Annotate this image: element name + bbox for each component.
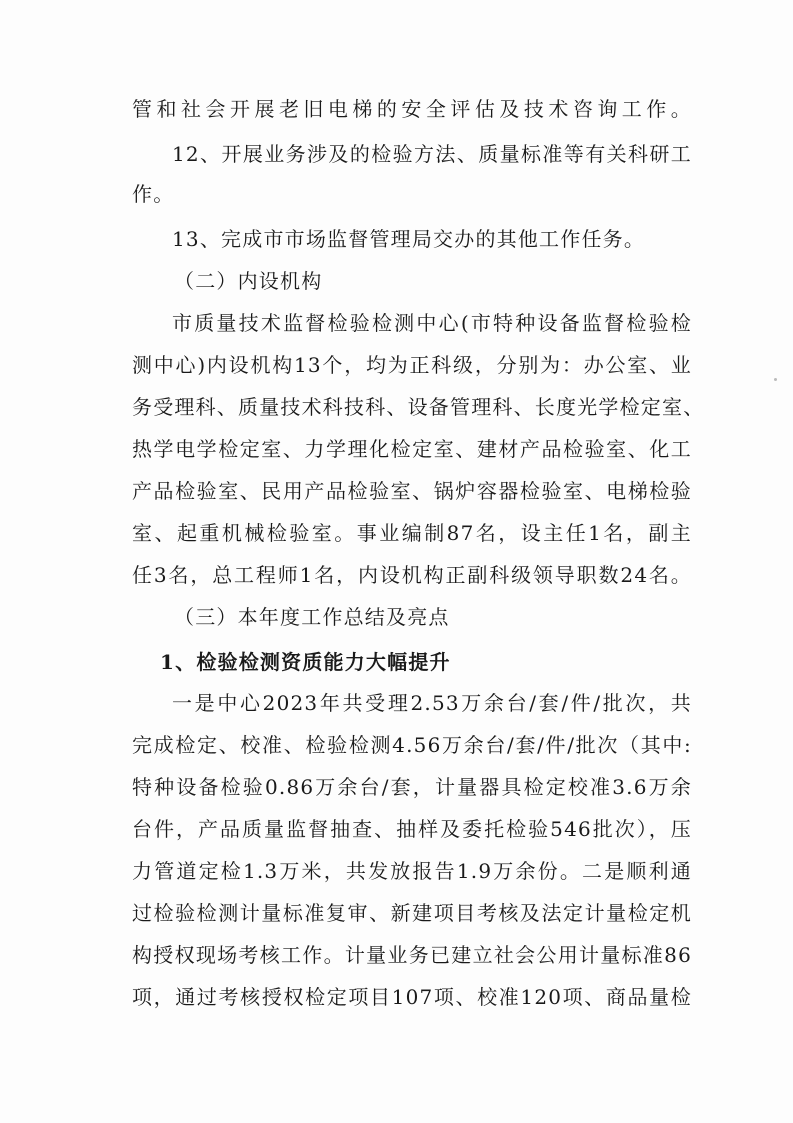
text-line: 力管道定检1.3万米，共发放报告1.9万余份。二是顺利通 — [132, 859, 692, 883]
text-line: 12、开展业务涉及的检验方法、质量标准等有关科研工 — [172, 142, 692, 166]
text-line: 热学电学检定室、力学理化检定室、建材产品检验室、化工 — [132, 437, 692, 461]
text-line: 构授权现场考核工作。计量业务已建立社会公用计量标准86 — [132, 943, 692, 967]
text-line: 管和社会开展老旧电梯的安全评估及技术咨询工作。 — [132, 97, 692, 121]
text-line: 完成检定、校准、检验检测4.56万余台/套/件/批次（其中: — [132, 733, 692, 757]
text-line: 室、起重机械检验室。事业编制87名，设主任1名，副主 — [132, 521, 692, 545]
text-line: 13、完成市市场监督管理局交办的其他工作任务。 — [172, 227, 646, 251]
text-line: 务受理科、质量技术科技科、设备管理科、长度光学检定室、 — [132, 395, 705, 419]
section-heading: （二）内设机构 — [174, 269, 323, 293]
text-line: 作。 — [132, 182, 175, 206]
scan-speck — [774, 378, 777, 381]
text-line: 测中心)内设机构13个，均为正科级，分别为：办公室、业 — [132, 353, 692, 377]
text-line: 台件，产品质量监督抽查、抽样及委托检验546批次），压 — [132, 817, 692, 841]
text-line: 项，通过考核授权检定项目107项、校准120项、商品量检 — [132, 985, 692, 1009]
text-line: 任3名，总工程师1名，内设机构正副科级领导职数24名。 — [132, 563, 692, 587]
text-line: 产品检验室、民用产品检验室、锅炉容器检验室、电梯检验 — [132, 479, 692, 503]
text-line: 一是中心2023年共受理2.53万余台/套/件/批次，共 — [172, 691, 692, 715]
subsection-heading: 1、检验检测资质能力大幅提升 — [160, 650, 451, 674]
text-line: 特种设备检验0.86万余台/套，计量器具检定校准3.6万余 — [132, 775, 692, 799]
text-line: 市质量技术监督检验检测中心(市特种设备监督检验检 — [172, 311, 692, 335]
text-line: 过检验检测计量标准复审、新建项目考核及法定计量检定机 — [132, 901, 692, 925]
section-heading: （三）本年度工作总结及亮点 — [174, 605, 450, 629]
